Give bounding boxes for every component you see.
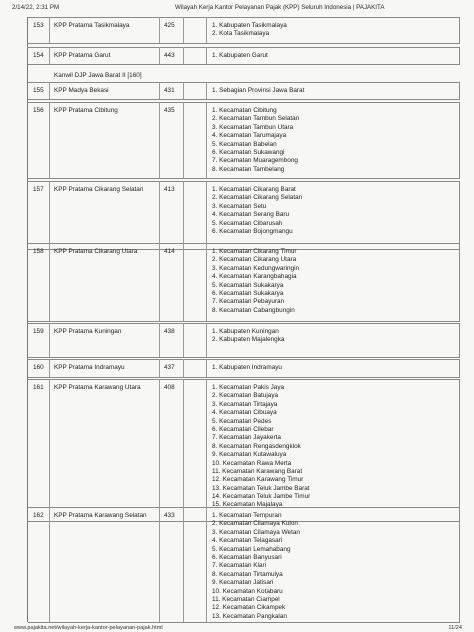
list-item: 7. Kecamatan Klari [212,562,266,570]
list-item: 9. Kecamatan Jatisari [212,579,274,587]
list-item: 12. Kecamatan Karawang Timur [212,476,304,484]
table-row [28,359,460,378]
section-heading: Kanwil DJP Jawa Barat II [160] [54,72,142,79]
row-number: 159 [33,328,44,335]
list-item: 13. Kecamatan Pangkalan [212,612,287,620]
list-item: 1. Kecamatan Cikarang Timur [212,248,297,255]
wilayah-list [212,186,302,236]
row-number: 160 [33,364,44,371]
list-item: 13. Kecamatan Teluk Jambe Barat [212,484,310,492]
list-item: 1. Kecamatan Cikarang Barat [212,186,296,193]
table-row [28,102,460,179]
kpp-code: 438 [164,328,175,335]
list-item: 4. Kecamatan Karangbahagia [212,273,297,281]
table-row [28,507,460,623]
list-item: 11. Kecamatan Ciampel [212,595,280,603]
kpp-name: KPP Pratama Karawang Utara [54,384,141,391]
list-item: 3. Kecamatan Setu [212,202,267,210]
kpp-code: 431 [164,87,175,94]
kpp-name: KPP Pratama Indramayu [54,364,125,371]
list-item: 5. Kecamatan Lemahabang [212,545,291,553]
page-number: 11/24 [448,625,462,631]
list-item: 10. Kecamatan Kotabaru [212,587,283,595]
kpp-code: 408 [164,384,175,391]
list-item: 6. Kecamatan Cilebar [212,425,274,433]
list-item: 14. Kecamatan Teluk Jambe Timur [212,493,311,501]
list-item: 2. Kabupaten Majalengka [212,336,285,344]
list-item: 2. Kecamatan Cikarang Selatan [212,194,303,202]
list-item: 3. Kecamatan Cilamaya Wetan [212,528,300,536]
list-item: 1. Kecamatan Tempuran [212,512,282,519]
kpp-table [27,17,460,622]
wilayah-list [212,512,300,621]
kpp-code: 443 [164,52,175,59]
list-item: 10. Kecamatan Rawa Merta [212,459,292,467]
list-item: 3. Kecamatan Tirtajaya [212,400,278,408]
list-item: 2. Kecamatan Cikarang Utara [212,256,297,264]
row-number: 157 [33,186,44,193]
kpp-name: KPP Pratama Cikarang Utara [54,248,138,255]
list-item: 2. Kecamatan Cilamaya Kulon [212,520,298,528]
list-item: 7. Kecamatan Pebayuran [212,298,285,306]
list-item: 1. Kabupaten Garut [212,52,268,59]
list-item: 8. Kecamatan Tambelang [212,165,285,173]
list-item: 1. Kecamatan Pakis Jaya [212,384,285,391]
kpp-code: 435 [164,107,175,114]
list-item: 4. Kecamatan Tarumajaya [212,132,287,140]
footer-url: www.pajakita.net/wilayah-kerja-kantor-pelayanan-pajak.html [14,625,163,631]
list-item: 2. Kecamatan Batujaya [212,392,279,400]
wilayah-list [212,52,268,60]
kpp-name: KPP Pratama Garut [54,52,111,59]
list-item: 5. Kecamatan Sukakarya [212,281,284,289]
list-item: 6. Kecamatan Bojongmangu [212,227,293,235]
list-item: 11. Kecamatan Karawang Barat [212,467,303,475]
row-number: 155 [33,87,44,94]
row-number: 156 [33,107,44,114]
row-number: 162 [33,512,44,519]
list-item: 4. Kecamatan Telagasari [212,537,283,545]
kpp-name: KPP Pratama Karawang Selatan [54,512,147,519]
list-item: 1. Sebagian Provinsi Jawa Barat [212,87,305,94]
list-item: 9. Kecamatan Kutawaluya [212,451,287,459]
kpp-name: KPP Pratama Cibitung [54,107,118,114]
list-item: 5. Kecamatan Babelan [212,140,277,148]
row-number: 158 [33,248,44,255]
list-item: 8. Kecamatan Cabangbungin [212,306,295,314]
kpp-code: 414 [164,248,175,255]
kpp-name: KPP Pratama Cikarang Selatan [54,186,144,193]
kpp-name: KPP Madya Bekasi [54,87,109,94]
table-row [28,379,460,522]
page-title: Wilayah Kerja Kantor Pelayanan Pajak (KPP) Seluruh Indonesia | PAJAKITA [175,4,385,11]
list-item: 1. Kabupaten Tasikmalaya [212,22,287,29]
list-item: 4. Kecamatan Serang Baru [212,211,290,219]
wilayah-list [212,87,304,95]
table-row [28,82,460,100]
list-item: 12. Kecamatan Cikampek [212,604,286,612]
list-item: 2. Kecamatan Tambun Selatan [212,115,300,123]
list-item: 2. Kota Tasikmalaya [212,30,270,38]
row-number: 153 [33,22,44,29]
row-number: 161 [33,384,44,391]
row-number: 154 [33,52,44,59]
table-row [28,181,460,250]
kpp-code: 437 [164,364,175,371]
list-item: 4. Kecamatan Cibuaya [212,409,277,417]
list-item: 3. Kecamatan Kedungwaringin [212,264,300,272]
kpp-code: 433 [164,512,175,519]
list-item: 7. Kecamatan Muaragembong [212,157,298,165]
wilayah-list [212,384,310,510]
table-row [28,47,460,65]
list-item: 5. Kecamatan Pedes [212,417,272,425]
list-item: 1. Kabupaten Kuningan [212,328,279,335]
list-item: 8. Kecamatan Rengasdengklok [212,442,301,450]
list-item: 3. Kecamatan Tambun Utara [212,123,294,131]
wilayah-list [212,248,299,315]
table-row [28,243,460,322]
list-item: 6. Kecamatan Sukakarya [212,289,284,297]
wilayah-list [212,22,287,39]
print-date: 2/14/22, 2:31 PM [12,4,60,11]
kpp-code: 425 [164,22,175,29]
list-item: 6. Kecamatan Banyusari [212,553,282,561]
kpp-name: KPP Pratama Kuningan [54,328,122,335]
list-item: 1. Kecamatan Cibitung [212,107,277,114]
wilayah-list [212,328,284,345]
list-item: 5. Kecamatan Cibarusah [212,219,283,227]
kpp-name: KPP Pratama Tasikmalaya [54,22,130,29]
kpp-code: 413 [164,186,175,193]
list-item: 7. Kecamatan Jayakerta [212,434,281,442]
list-item: 6. Kecamatan Sukawangi [212,148,285,156]
list-item: 8. Kecamatan Tirtamulya [212,570,283,578]
wilayah-list [212,364,282,372]
wilayah-list [212,107,299,174]
table-row [28,17,460,44]
list-item: 15. Kecamatan Majalaya [212,501,283,509]
table-row [28,323,460,358]
list-item: 1. Kabupaten Indramayu [212,364,282,371]
